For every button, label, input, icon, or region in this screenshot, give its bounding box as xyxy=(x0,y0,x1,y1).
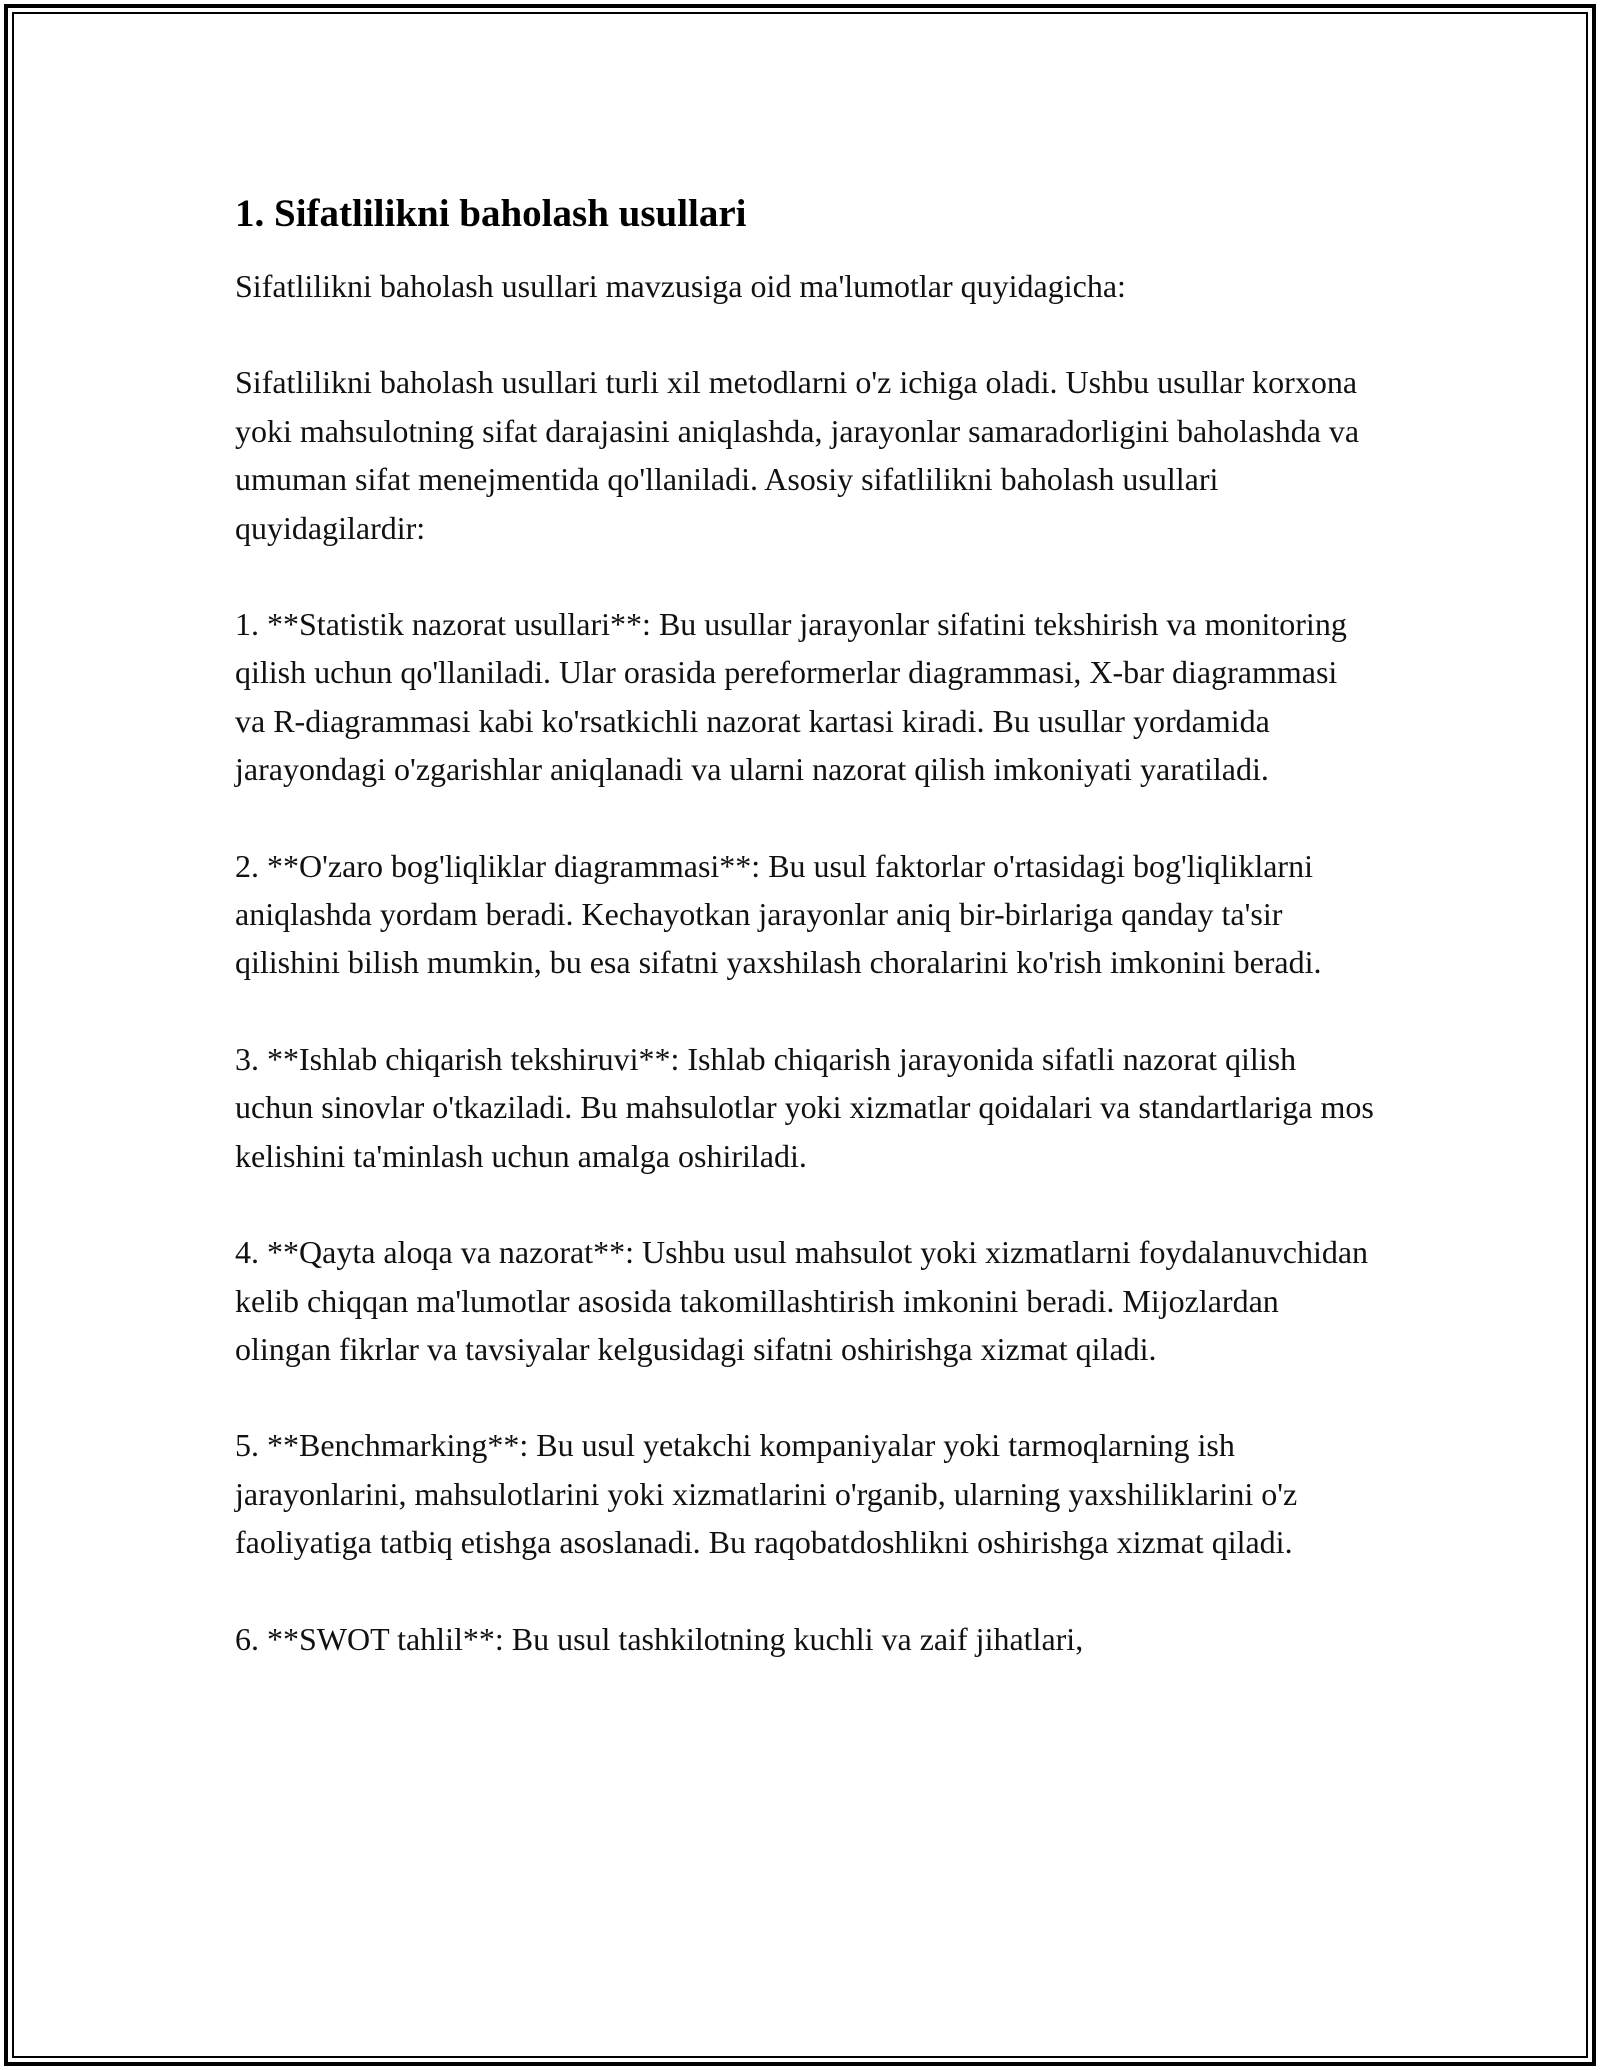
list-item-interrelationship-diagram: 2. **O'zaro bog'liqliklar diagrammasi**: Bu usul faktorlar o'rtasidagi bog'liqliklarni aniqlashda yordam beradi. Kechayotkan jarayonlar aniq bir-birlariga qanday ta'sir qilishini bilish mumkin, bu esa sifatni yaxshilash choralarini ko'rish imkonini beradi. xyxy=(235,847,1322,981)
list-item-feedback-control: 4. **Qayta aloqa va nazorat**: Ushbu usul mahsulot yoki xizmatlarni foydalanuvchidan kelib chiqqan ma'lumotlar asosida takomillashtirish imkonini beradi. Mijozlardan olingan fikrlar va tavsiyalar kelgusidagi sifatni oshirishga xizmat qiladi. xyxy=(235,1234,1369,1367)
document-body xyxy=(235,180,1375,1711)
document-title: 1. Sifatlilikni baholash usullari xyxy=(235,192,747,235)
overview-paragraph: Sifatlilikni baholash usullari turli xil metodlarni o'z ichiga oladi. Ushbu usullar korxona yoki mahsulotning sifat darajasini aniqlashda, jarayonlar samaradorligini baholashda va umuman sifat menejmentida qo'llaniladi. Asosiy sifatlilikni baholash usullari quyidagilardir: xyxy=(235,364,1360,546)
list-item-benchmarking: 5. **Benchmarking**: Bu usul yetakchi kompaniyalar yoki tarmoqlarning ish jarayonlarini, mahsulotlarini yoki xizmatlarini o'rganib, ularning yaxshiliklarini o'z faoliyatiga tatbiq etishga asoslanadi. Bu raqobatdoshlikni oshirishga xizmat qiladi. xyxy=(235,1427,1298,1561)
list-item-swot-analysis: 6. **SWOT tahlil**: Bu usul tashkilotning kuchli va zaif jihatlari, xyxy=(235,1620,1084,1657)
list-item-statistical-control: 1. **Statistik nazorat usullari**: Bu usullar jarayonlar sifatini tekshirish va monitoring qilish uchun qo'llaniladi. Ular orasida pereformerlar diagrammasi, X-bar diagrammasi va R-diagrammasi kabi ko'rsatkichli nazorat kartasi kiradi. Bu usullar yordamida jarayondagi o'zgarishlar aniqlanadi va ularni nazorat qilish imkoniyati yaratiladi. xyxy=(235,606,1347,788)
intro-paragraph: Sifatlilikni baholash usullari mavzusiga oid ma'lumotlar quyidagicha: xyxy=(235,268,1126,304)
list-item-production-inspection: 3. **Ishlab chiqarish tekshiruvi**: Ishlab chiqarish jarayonida sifatli nazorat qilish uchun sinovlar o'tkaziladi. Bu mahsulotlar yoki xizmatlar qoidalari va standartlariga mos kelishini ta'minlash uchun amalga oshiriladi. xyxy=(235,1040,1374,1174)
